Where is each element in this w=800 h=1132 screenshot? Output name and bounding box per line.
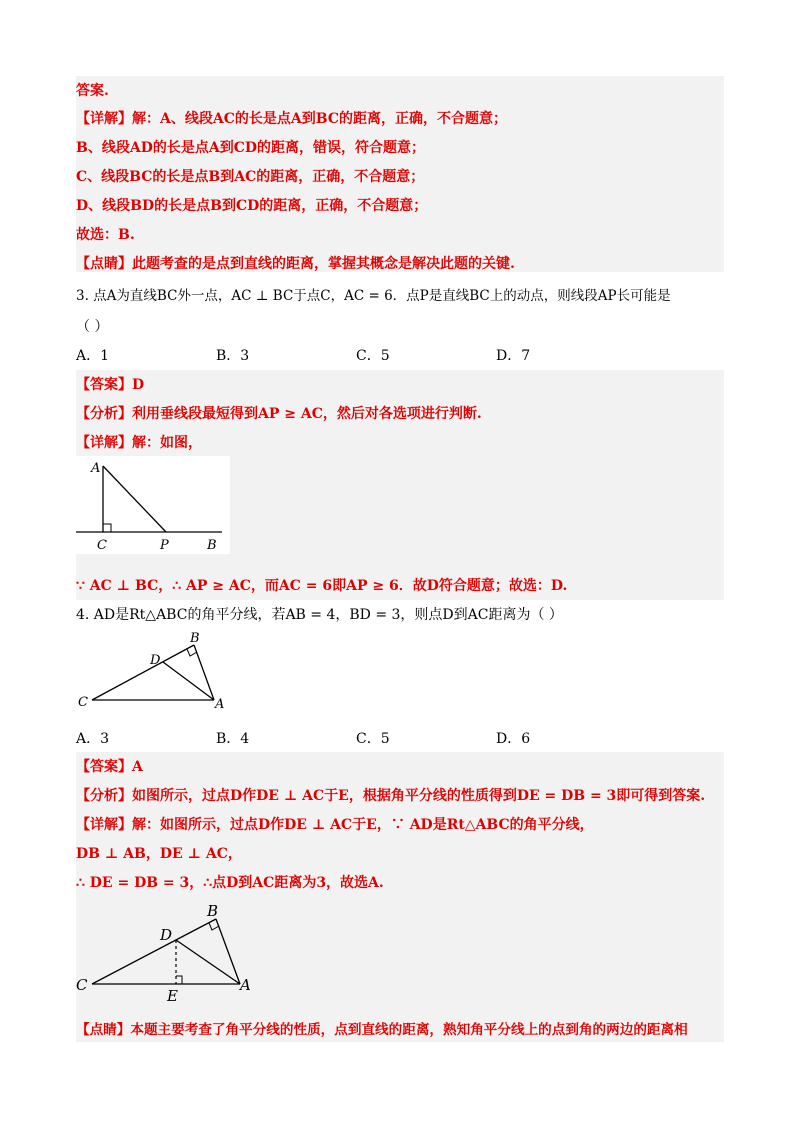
q4s-label-c: C bbox=[76, 976, 88, 994]
block1-line-3: B、线段AD的长是点A到CD的距离，错误，符合题意； bbox=[76, 140, 425, 156]
q4-analysis: 【分析】如图所示，过点D作DE ⊥ AC于E，根据角平分线的性质得到DE = DB = 3即可得到答案. bbox=[76, 788, 706, 804]
q4s-label-a: A bbox=[240, 976, 251, 994]
q4-option-a: A．3 bbox=[76, 731, 110, 747]
q4-comment: 【点睛】本题主要考查了角平分线的性质，点到直线的距离，熟知角平分线上的点到角的两边的距离相 bbox=[76, 1022, 688, 1038]
q4-detail-1: 【详解】解：如图所示，过点D作DE ⊥ AC于E，∵ AD是Rt△ABC的角平分线， bbox=[76, 817, 594, 833]
q4s-label-d: D bbox=[160, 926, 173, 944]
q3-label-c: C bbox=[97, 538, 107, 553]
q4s-label-e: E bbox=[167, 987, 178, 1004]
block1-line-2: 【详解】解：A、线段AC的长是点A到BC的距离，正确，不合题意； bbox=[76, 111, 507, 127]
q3-stem-line2: （ ） bbox=[76, 319, 109, 335]
q4-detail-2: DB ⊥ AB，DE ⊥ AC， bbox=[76, 846, 242, 862]
q3-option-c: C．5 bbox=[356, 348, 390, 364]
q4-label-b: B bbox=[190, 631, 200, 646]
q4-bisector-ad bbox=[163, 662, 214, 700]
q3-figure bbox=[76, 456, 230, 554]
q4-answer: 【答案】A bbox=[76, 759, 143, 775]
q4-solution-figure bbox=[76, 898, 262, 1004]
q4s-label-b: B bbox=[207, 902, 219, 920]
q4-label-c: C bbox=[78, 695, 88, 710]
block1-line-1: 答案. bbox=[76, 83, 109, 99]
q3-conclusion: ∵ AC ⊥ BC，∴ AP ≥ AC，而AC = 6即AP ≥ 6．故D符合题意；故选：D. bbox=[76, 578, 568, 594]
q4s-side-cb bbox=[92, 919, 216, 984]
q3-detail: 【详解】解：如图， bbox=[76, 435, 202, 451]
q4-option-d: D．6 bbox=[496, 731, 531, 747]
q4-option-b: B．4 bbox=[216, 731, 250, 747]
q4-figure bbox=[76, 628, 236, 714]
q4-label-d: D bbox=[150, 653, 161, 668]
q3-label-p: P bbox=[160, 538, 169, 553]
block1-line-4: C、线段BC的长是点B到AC的距离，正确，不合题意； bbox=[76, 169, 425, 185]
q4s-side-ba bbox=[216, 919, 240, 984]
q4-detail-3: ∴ DE = DB = 3，∴点D到AC距离为3，故选A. bbox=[76, 875, 384, 891]
q3-stem-line1: 3. 点A为直线BC外一点，AC ⊥ BC于点C，AC = 6．点P是直线BC上的动点，则线段AP长可能是 bbox=[76, 288, 671, 304]
block1-line-5: D、线段BD的长是点B到CD的距离，正确，不合题意； bbox=[76, 198, 428, 214]
q3-label-b: B bbox=[207, 538, 217, 553]
q4-side-cb bbox=[92, 645, 194, 700]
q3-label-a: A bbox=[91, 461, 101, 476]
q4-label-a: A bbox=[215, 697, 225, 712]
q4-stem: 4. AD是Rt△ABC的角平分线，若AB = 4，BD = 3，则点D到AC距离为（ ） bbox=[76, 607, 563, 623]
block1-line-6: 故选：B. bbox=[76, 227, 135, 243]
q4s-right-angle-e bbox=[176, 976, 182, 984]
q3-answer: 【答案】D bbox=[76, 377, 145, 393]
q3-option-b: B．3 bbox=[216, 348, 250, 364]
q4-option-c: C．5 bbox=[356, 731, 390, 747]
q3-analysis: 【分析】利用垂线段最短得到AP ≥ AC，然后对各选项进行判断. bbox=[76, 406, 482, 422]
q4s-bisector-ad bbox=[176, 940, 240, 984]
q3-option-d: D．7 bbox=[496, 348, 531, 364]
block1-line-7: 【点睛】此题考查的是点到直线的距离，掌握其概念是解决此题的关键. bbox=[76, 256, 515, 272]
q3-option-a: A．1 bbox=[76, 348, 110, 364]
